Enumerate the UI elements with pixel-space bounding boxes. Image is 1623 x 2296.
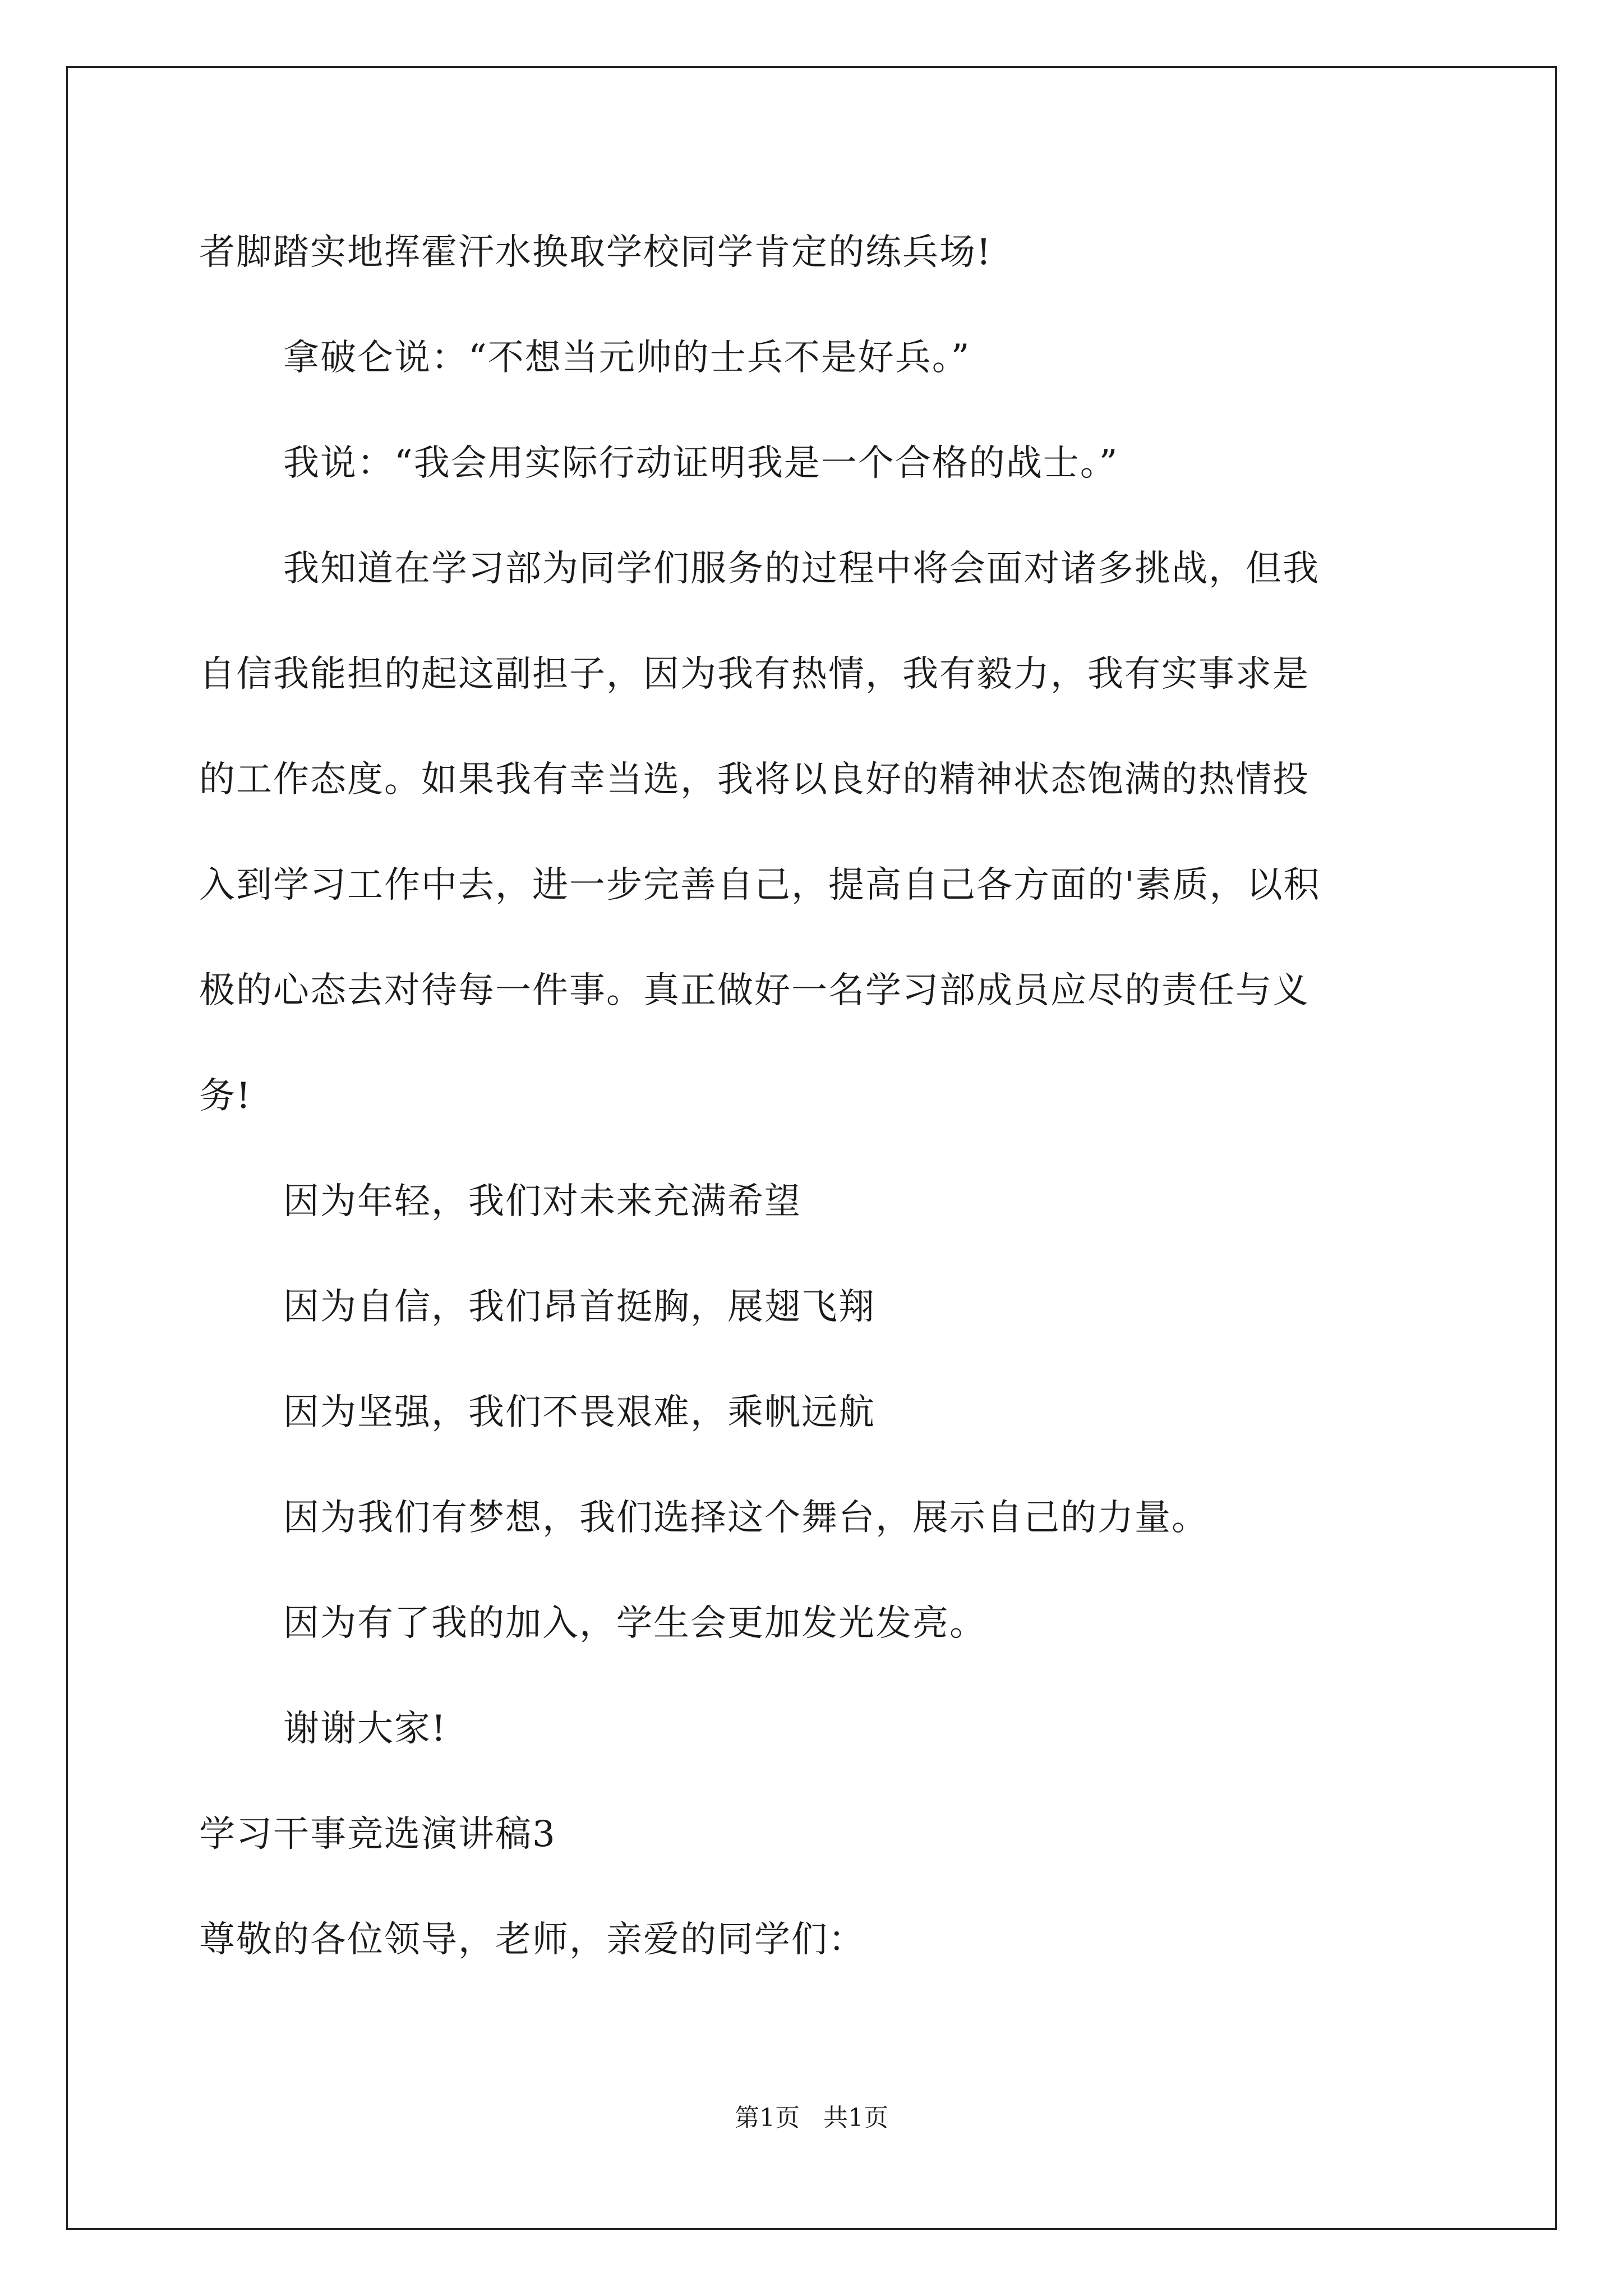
text-line: 尊敬的各位领导，老师，亲爱的同学们： (199, 1919, 865, 1961)
text-line: 因为年轻，我们对未来充满希望 (283, 1181, 801, 1222)
text-line: 谢谢大家! (283, 1708, 447, 1750)
text-line: 因为有了我的加入，学生会更加发光发亮。 (283, 1603, 986, 1644)
page-border (66, 66, 1557, 2230)
section-heading: 学习干事竞选演讲稿3 (199, 1814, 556, 1855)
text-line: 因为坚强，我们不畏艰难，乘帆远航 (283, 1392, 875, 1433)
text-line: 者脚踏实地挥霍汗水换取学校同学肯定的练兵场! (199, 232, 992, 273)
text-line: 我知道在学习部为同学们服务的过程中将会面对诸多挑战，但我 (283, 548, 1320, 590)
text-line: 因为我们有梦想，我们选择这个舞台，展示自己的力量。 (283, 1497, 1209, 1539)
text-line: 我说：“我会用实际行动证明我是一个合格的战士。” (283, 443, 1119, 484)
text-line: 极的心态去对待每一件事。真正做好一名学习部成员应尽的责任与义 (199, 970, 1310, 1011)
text-line: 务! (199, 1075, 252, 1117)
text-line: 拿破仑说：“不想当元帅的士兵不是好兵。” (283, 337, 971, 379)
text-line: 的工作态度。如果我有幸当选，我将以良好的精神状态饱满的热情投 (199, 759, 1310, 800)
text-line: 入到学习工作中去，进一步完善自己，提高自己各方面的'素质，以积 (199, 864, 1321, 906)
text-line: 自信我能担的起这副担子，因为我有热情，我有毅力，我有实事求是 (199, 654, 1310, 695)
text-line: 因为自信，我们昂首挺胸，展翅飞翔 (283, 1286, 875, 1328)
page-footer: 第1页 共1页 (735, 2104, 888, 2132)
